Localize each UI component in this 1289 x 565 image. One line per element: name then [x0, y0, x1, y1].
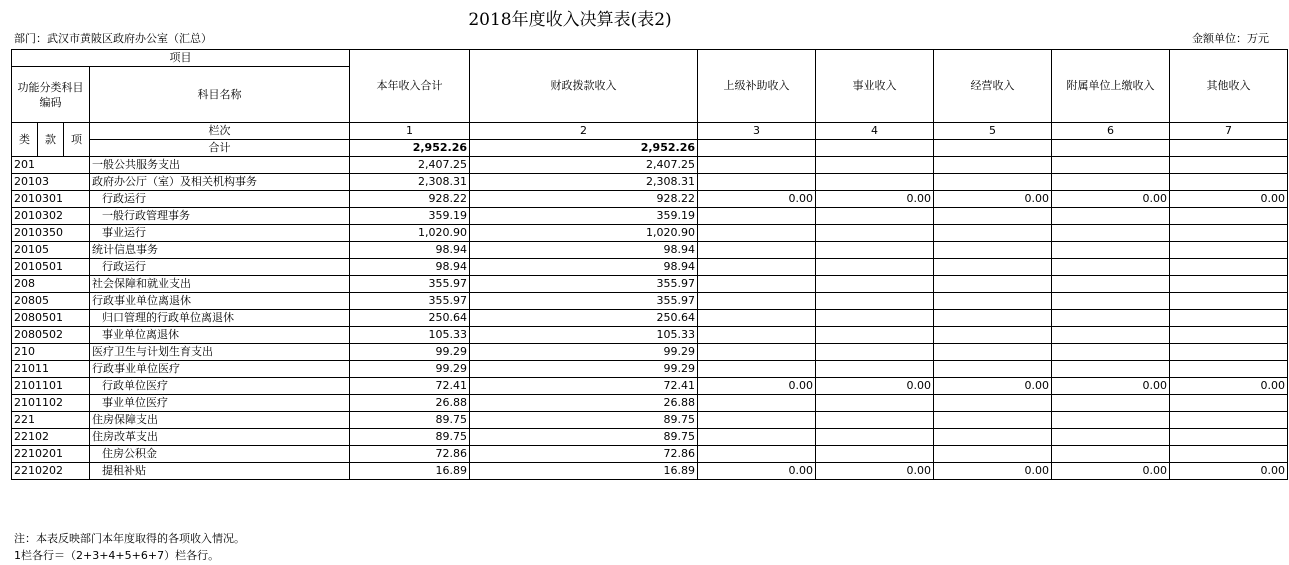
- row-c7: [1170, 259, 1288, 276]
- row-c5: 0.00: [934, 191, 1052, 208]
- row-c5: [934, 208, 1052, 225]
- row-c6: [1052, 174, 1170, 191]
- row-c6: [1052, 157, 1170, 174]
- table-row: [12, 208, 1288, 225]
- row-c3: 0.00: [698, 463, 816, 480]
- row-c7: [1170, 395, 1288, 412]
- header-other: 其他收入: [1170, 50, 1288, 123]
- row-c7: 0.00: [1170, 191, 1288, 208]
- row-subject-name: 行政单位医疗: [90, 378, 350, 395]
- table-row: [12, 293, 1288, 310]
- sum-c4: [816, 140, 934, 157]
- row-subject-name: 住房公积金: [90, 446, 350, 463]
- row-code: 2210202: [12, 463, 90, 480]
- row-total: 99.29: [350, 361, 470, 378]
- row-c3: [698, 327, 816, 344]
- row-total: 72.41: [350, 378, 470, 395]
- row-c3: [698, 412, 816, 429]
- row-c7: [1170, 225, 1288, 242]
- row-c3: [698, 276, 816, 293]
- header-kuan: 款: [38, 123, 64, 157]
- header-func-code: 功能分类科目编码: [12, 67, 90, 123]
- row-c5: [934, 429, 1052, 446]
- header-column-no: 栏次: [90, 123, 350, 140]
- row-subject-name: 事业运行: [90, 225, 350, 242]
- row-c6: 0.00: [1052, 463, 1170, 480]
- row-subject-name: 住房改革支出: [90, 429, 350, 446]
- table-row: [12, 157, 1288, 174]
- row-c5: [934, 242, 1052, 259]
- row-fiscal: 99.29: [470, 361, 698, 378]
- row-c7: 0.00: [1170, 378, 1288, 395]
- table-row: [12, 191, 1288, 208]
- row-c5: [934, 276, 1052, 293]
- header-lei: 类: [12, 123, 38, 157]
- row-fiscal: 250.64: [470, 310, 698, 327]
- row-total: 89.75: [350, 412, 470, 429]
- row-c4: [816, 429, 934, 446]
- row-c7: [1170, 310, 1288, 327]
- table-row: [12, 378, 1288, 395]
- row-subject-name: 一般行政管理事务: [90, 208, 350, 225]
- row-c5: [934, 412, 1052, 429]
- row-c6: [1052, 327, 1170, 344]
- header-project: 项目: [12, 50, 350, 67]
- row-c7: [1170, 242, 1288, 259]
- sum-c3: [698, 140, 816, 157]
- income-table: [11, 49, 1288, 480]
- row-total: 355.97: [350, 293, 470, 310]
- row-c6: [1052, 446, 1170, 463]
- row-code: 2210201: [12, 446, 90, 463]
- row-subject-name: 归口管理的行政单位离退休: [90, 310, 350, 327]
- row-c4: [816, 310, 934, 327]
- row-total: 928.22: [350, 191, 470, 208]
- table-row: [12, 174, 1288, 191]
- row-fiscal: 26.88: [470, 395, 698, 412]
- row-fiscal: 72.41: [470, 378, 698, 395]
- row-fiscal: 355.97: [470, 276, 698, 293]
- header-business: 事业收入: [816, 50, 934, 123]
- row-c3: [698, 361, 816, 378]
- row-c4: [816, 174, 934, 191]
- header-total: 本年收入合计: [350, 50, 470, 123]
- col-no-4: 4: [816, 123, 934, 140]
- row-c4: [816, 208, 934, 225]
- row-c7: [1170, 344, 1288, 361]
- row-fiscal: 928.22: [470, 191, 698, 208]
- col-no-2: 2: [470, 123, 698, 140]
- row-c7: [1170, 276, 1288, 293]
- row-c5: [934, 361, 1052, 378]
- row-code: 2010501: [12, 259, 90, 276]
- sum-fiscal: 2,952.26: [470, 140, 698, 157]
- row-c4: [816, 276, 934, 293]
- row-c6: [1052, 276, 1170, 293]
- row-c7: [1170, 293, 1288, 310]
- row-c3: [698, 157, 816, 174]
- row-c6: [1052, 208, 1170, 225]
- row-c7: [1170, 327, 1288, 344]
- row-subject-name: 统计信息事务: [90, 242, 350, 259]
- sum-total: 2,952.26: [350, 140, 470, 157]
- row-c3: [698, 310, 816, 327]
- row-code: 2101101: [12, 378, 90, 395]
- row-c5: [934, 446, 1052, 463]
- row-c6: [1052, 412, 1170, 429]
- table-row: [12, 429, 1288, 446]
- row-code: 2080502: [12, 327, 90, 344]
- sum-label: 合计: [90, 140, 350, 157]
- row-total: 99.29: [350, 344, 470, 361]
- note-2: 1栏各行＝（2+3+4+5+6+7）栏各行。: [14, 549, 220, 562]
- row-total: 98.94: [350, 259, 470, 276]
- row-code: 2080501: [12, 310, 90, 327]
- row-c4: 0.00: [816, 378, 934, 395]
- row-fiscal: 355.97: [470, 293, 698, 310]
- row-total: 72.86: [350, 446, 470, 463]
- row-c6: [1052, 395, 1170, 412]
- row-c6: [1052, 344, 1170, 361]
- row-code: 2101102: [12, 395, 90, 412]
- header-operating: 经营收入: [934, 50, 1052, 123]
- table-row: [12, 446, 1288, 463]
- table-row: [12, 463, 1288, 480]
- row-c7: [1170, 208, 1288, 225]
- row-fiscal: 359.19: [470, 208, 698, 225]
- row-code: 2010301: [12, 191, 90, 208]
- sum-c5: [934, 140, 1052, 157]
- row-subject-name: 提租补贴: [90, 463, 350, 480]
- row-c5: [934, 310, 1052, 327]
- table-row: [12, 310, 1288, 327]
- table-row: [12, 242, 1288, 259]
- row-c7: [1170, 361, 1288, 378]
- row-c3: [698, 293, 816, 310]
- row-code: 20105: [12, 242, 90, 259]
- row-total: 359.19: [350, 208, 470, 225]
- row-code: 201: [12, 157, 90, 174]
- row-c7: [1170, 429, 1288, 446]
- row-c4: [816, 242, 934, 259]
- row-c4: [816, 412, 934, 429]
- row-fiscal: 1,020.90: [470, 225, 698, 242]
- row-total: 355.97: [350, 276, 470, 293]
- row-fiscal: 89.75: [470, 412, 698, 429]
- row-c4: [816, 293, 934, 310]
- row-c5: [934, 293, 1052, 310]
- table-row: [12, 344, 1288, 361]
- row-code: 22102: [12, 429, 90, 446]
- row-c7: [1170, 174, 1288, 191]
- row-c6: 0.00: [1052, 378, 1170, 395]
- row-code: 2010302: [12, 208, 90, 225]
- row-fiscal: 2,407.25: [470, 157, 698, 174]
- row-c6: [1052, 429, 1170, 446]
- row-c4: [816, 446, 934, 463]
- row-c4: [816, 327, 934, 344]
- row-subject-name: 住房保障支出: [90, 412, 350, 429]
- row-subject-name: 医疗卫生与计划生育支出: [90, 344, 350, 361]
- row-c5: [934, 225, 1052, 242]
- row-c4: [816, 259, 934, 276]
- row-fiscal: 98.94: [470, 242, 698, 259]
- row-total: 250.64: [350, 310, 470, 327]
- row-fiscal: 89.75: [470, 429, 698, 446]
- row-subject-name: 行政事业单位离退休: [90, 293, 350, 310]
- department-label: 部门：武汉市黄陂区政府办公室（汇总）: [14, 32, 212, 45]
- notes: [14, 530, 245, 564]
- row-code: 20103: [12, 174, 90, 191]
- col-no-6: 6: [1052, 123, 1170, 140]
- row-subject-name: 事业单位离退休: [90, 327, 350, 344]
- header-affiliated: 附属单位上缴收入: [1052, 50, 1170, 123]
- row-c6: [1052, 225, 1170, 242]
- row-code: 2010350: [12, 225, 90, 242]
- header-subject-name: 科目名称: [90, 67, 350, 123]
- row-c3: [698, 225, 816, 242]
- row-c7: 0.00: [1170, 463, 1288, 480]
- row-c3: [698, 259, 816, 276]
- row-total: 89.75: [350, 429, 470, 446]
- row-c5: 0.00: [934, 378, 1052, 395]
- row-subject-name: 行政运行: [90, 191, 350, 208]
- row-total: 98.94: [350, 242, 470, 259]
- row-c5: [934, 157, 1052, 174]
- row-fiscal: 98.94: [470, 259, 698, 276]
- row-code: 210: [12, 344, 90, 361]
- row-subject-name: 一般公共服务支出: [90, 157, 350, 174]
- row-c5: [934, 344, 1052, 361]
- row-c3: [698, 174, 816, 191]
- table-row: [12, 412, 1288, 429]
- row-c3: [698, 395, 816, 412]
- col-no-1: 1: [350, 123, 470, 140]
- table-row: [12, 225, 1288, 242]
- row-c6: [1052, 310, 1170, 327]
- header-fiscal: 财政拨款收入: [470, 50, 698, 123]
- row-c3: 0.00: [698, 378, 816, 395]
- row-c5: [934, 395, 1052, 412]
- row-c7: [1170, 446, 1288, 463]
- table-row: [12, 361, 1288, 378]
- row-subject-name: 行政运行: [90, 259, 350, 276]
- row-c6: 0.00: [1052, 191, 1170, 208]
- unit-label: 金额单位：万元: [1192, 32, 1269, 45]
- row-c3: [698, 344, 816, 361]
- row-c7: [1170, 157, 1288, 174]
- header-superior: 上级补助收入: [698, 50, 816, 123]
- row-fiscal: 72.86: [470, 446, 698, 463]
- row-c3: [698, 446, 816, 463]
- note-1: 注：本表反映部门本年度取得的各项收入情况。: [14, 532, 245, 545]
- row-c4: [816, 344, 934, 361]
- row-fiscal: 16.89: [470, 463, 698, 480]
- table-row: [12, 276, 1288, 293]
- row-total: 105.33: [350, 327, 470, 344]
- row-c5: [934, 327, 1052, 344]
- row-c6: [1052, 259, 1170, 276]
- row-subject-name: 事业单位医疗: [90, 395, 350, 412]
- row-c6: [1052, 242, 1170, 259]
- row-c3: [698, 429, 816, 446]
- col-no-3: 3: [698, 123, 816, 140]
- row-c3: [698, 242, 816, 259]
- table-row: [12, 327, 1288, 344]
- row-c6: [1052, 293, 1170, 310]
- row-code: 21011: [12, 361, 90, 378]
- row-fiscal: 105.33: [470, 327, 698, 344]
- row-fiscal: 2,308.31: [470, 174, 698, 191]
- table-row: [12, 259, 1288, 276]
- row-code: 20805: [12, 293, 90, 310]
- row-fiscal: 99.29: [470, 344, 698, 361]
- col-no-7: 7: [1170, 123, 1288, 140]
- row-total: 26.88: [350, 395, 470, 412]
- row-subject-name: 社会保障和就业支出: [90, 276, 350, 293]
- row-c3: [698, 208, 816, 225]
- row-subject-name: 行政事业单位医疗: [90, 361, 350, 378]
- sum-c7: [1170, 140, 1288, 157]
- row-c4: [816, 395, 934, 412]
- table-row: [12, 395, 1288, 412]
- row-total: 2,308.31: [350, 174, 470, 191]
- row-c6: [1052, 361, 1170, 378]
- row-c4: [816, 157, 934, 174]
- row-c4: [816, 361, 934, 378]
- page-title: 2018年度收入决算表(表2): [468, 10, 672, 30]
- row-total: 2,407.25: [350, 157, 470, 174]
- row-c7: [1170, 412, 1288, 429]
- row-c3: 0.00: [698, 191, 816, 208]
- row-c4: [816, 225, 934, 242]
- col-no-5: 5: [934, 123, 1052, 140]
- row-code: 208: [12, 276, 90, 293]
- row-c5: 0.00: [934, 463, 1052, 480]
- row-c4: 0.00: [816, 463, 934, 480]
- row-c5: [934, 174, 1052, 191]
- row-total: 16.89: [350, 463, 470, 480]
- row-subject-name: 政府办公厅（室）及相关机构事务: [90, 174, 350, 191]
- sum-c6: [1052, 140, 1170, 157]
- row-c4: 0.00: [816, 191, 934, 208]
- header-xiang: 项: [64, 123, 90, 157]
- row-code: 221: [12, 412, 90, 429]
- row-c5: [934, 259, 1052, 276]
- row-total: 1,020.90: [350, 225, 470, 242]
